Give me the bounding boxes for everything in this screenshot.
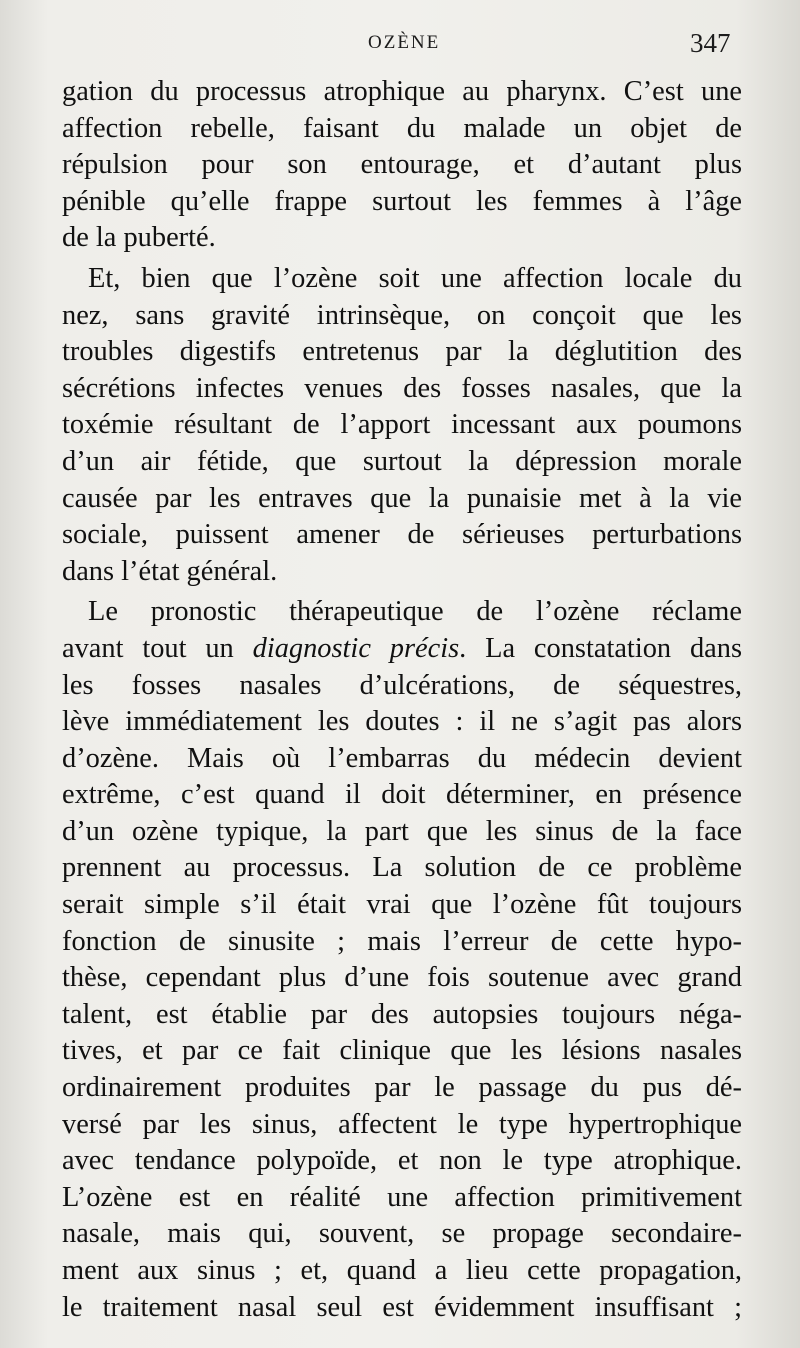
text-line: ment aux sinus ; et, quand a lieu cette propagation, xyxy=(62,1255,742,1286)
text-line: sociale, puissent amener de sérieuses perturbations xyxy=(62,519,742,551)
text-line: fonction de sinusite ; mais l’erreur de cette hypo- xyxy=(62,925,742,957)
text-line: d’ozène. Mais où l’embarras du médecin devient xyxy=(62,742,742,774)
text-line: nez, sans gravité intrinsèque, on conçoit que les xyxy=(62,299,742,331)
text-line: les fosses nasales d’ulcérations, de séquestres, xyxy=(62,669,742,701)
text-line: troubles digestifs entretenus par la déglutition des xyxy=(62,336,742,368)
text-line: répulsion pour son entourage, et d’autant plus xyxy=(62,149,742,181)
text-line: d’un ozène typique, la part que les sinus de la face xyxy=(62,815,742,847)
text-line: extrême, c’est quand il doit déterminer, en présence xyxy=(62,779,742,811)
text-line: talent, est établie par des autopsies toujours néga- xyxy=(62,998,742,1030)
text-segment: avant tout un xyxy=(62,632,234,664)
text-line: d’un air fétide, que surtout la dépression morale xyxy=(62,445,742,477)
text-line: sécrétions infectes venues des fosses nasales, que la xyxy=(62,372,742,404)
text-line: toxémie résultant de l’apport incessant aux poumons xyxy=(62,409,742,441)
text-line: prennent au processus. La solution de ce problème xyxy=(62,852,742,884)
text-line: tives, et par ce fait clinique que les lésions nasales xyxy=(62,1035,742,1067)
text-line: L’ozène est en réalité une affection primitivement xyxy=(62,1181,742,1213)
italic-term: diagnostic précis xyxy=(252,632,460,664)
text-line: affection rebelle, faisant du malade un objet de xyxy=(62,112,742,144)
text-line: ordinairement produites par le passage du pus dé- xyxy=(62,1072,742,1104)
text-line: serait simple s’il était vrai que l’ozène fût toujours xyxy=(62,889,742,921)
text-line: thèse, cependant plus d’une fois soutenue avec grand xyxy=(62,962,742,994)
text-line: le traitement nasal seul est évidemment insuffisant ; xyxy=(62,1291,742,1323)
text-line xyxy=(62,631,742,668)
page-number: 347 xyxy=(690,28,731,58)
body-text xyxy=(62,74,742,1326)
text-line: avec tendance polypoïde, et non le type atrophique. xyxy=(62,1145,742,1177)
text-line: lève immédiatement les doutes : il ne s’agit pas alors xyxy=(62,706,742,738)
text-line: de la puberté. xyxy=(62,222,216,254)
text-segment: . La constatation dans xyxy=(459,632,742,664)
text-line: pénible qu’elle frappe surtout les femmes à l’âge xyxy=(62,185,742,217)
text-line: nasale, mais qui, souvent, se propage secondaire- xyxy=(62,1218,742,1250)
text-line: causée par les entraves que la punaisie met à la vie xyxy=(62,482,742,514)
page-header xyxy=(0,28,800,58)
text-line: Le pronostic thérapeutique de l’ozène réclame xyxy=(88,596,742,628)
text-line: versé par les sinus, affectent le type hypertrophique xyxy=(62,1108,742,1140)
text-line: dans l’état général. xyxy=(62,555,278,587)
running-title: OZÈNE xyxy=(368,32,441,53)
text-line: Et, bien que l’ozène soit une affection locale du xyxy=(88,262,742,294)
text-line: gation du processus atrophique au pharynx. C’est une xyxy=(62,76,742,107)
